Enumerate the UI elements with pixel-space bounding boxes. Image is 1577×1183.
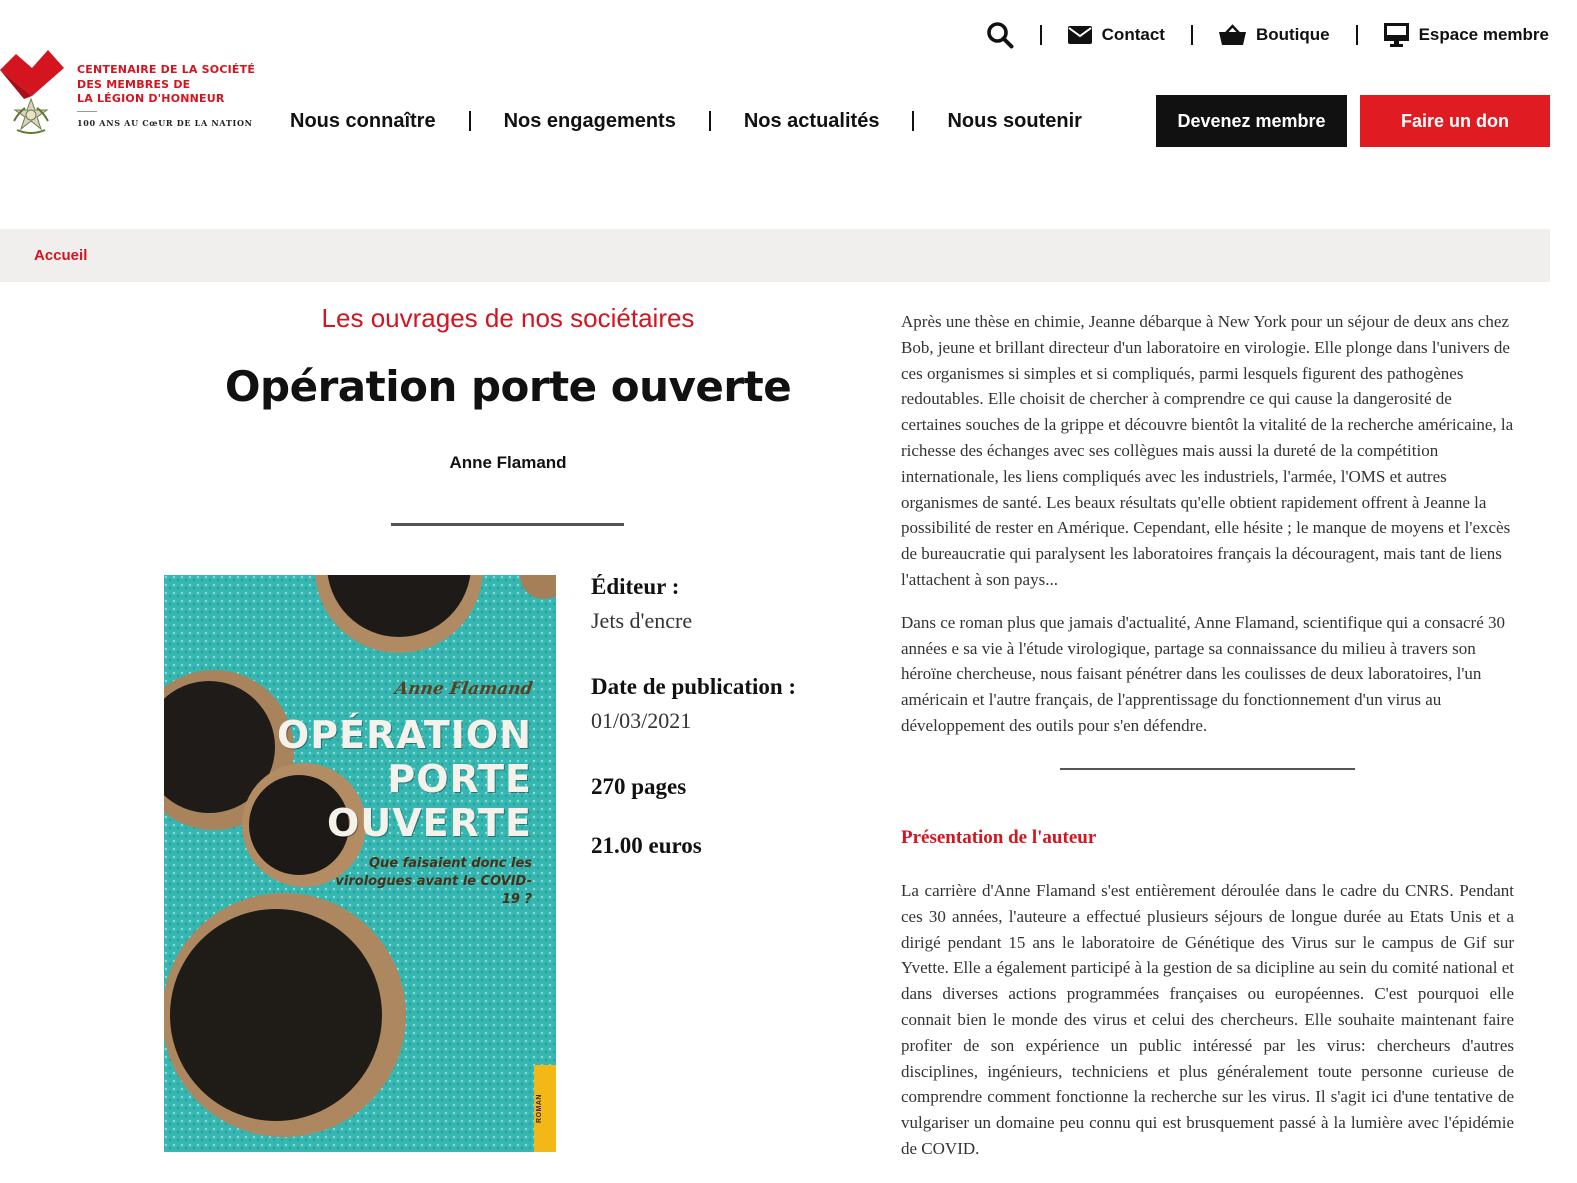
monitor-icon [1384, 23, 1409, 47]
nav-separator [912, 111, 914, 131]
book-price: 21.00 euros [591, 833, 702, 858]
main-nav [290, 106, 1082, 136]
cover-title-line: OPÉRATION [277, 713, 532, 757]
logo-divider [77, 111, 97, 112]
logo-wordmark [77, 63, 255, 107]
description-divider [1060, 768, 1355, 770]
site-logo[interactable] [0, 48, 260, 148]
section-kicker: Les ouvrages de nos sociétaires [321, 303, 695, 333]
description-paragraph: Après une thèse en chimie, Jeanne débarque à New York pour un séjour de deux ans chez Bob, jeune et brillant directeur d'un laboratoire en virologie. Elle plonge dans l'univers de ces organismes si simples et si compliqués, parmi lesquels figurent des pathogènes redoutables. Elle choisit de chercher à comprendre ce qui cause la dangerosité de certaines souches de la grippe et découvre bientôt la vitalité de la recherche américaine, la richesse des échanges avec ses collègues mais aussi la dureté de la compétition internationale, les liens compliqués avec les industriels, l'armée, l'OMS et autres organismes de santé. Les beaux résultats qu'elle obtient rapidement offrent à Jeanne la possibilité de rester en Amérique. Cependant, elle hésite ; le manque de moyens et l'excès de bureaucratie qui paralysent les laboratoires français la découragent, mais tant de liens l'attachent à son pays... [901, 312, 1514, 589]
contact-label: Contact [1101, 25, 1165, 44]
nav-item-nous-connaitre[interactable]: Nous connaître [290, 109, 436, 132]
author-section-heading: Présentation de l'auteur [901, 827, 1097, 848]
nav-item-nous-soutenir[interactable]: Nous soutenir [947, 109, 1082, 132]
logo-line: LA LÉGION D'HONNEUR [77, 92, 225, 105]
title-divider [391, 523, 624, 526]
page-count: 270 pages [591, 774, 687, 799]
logo-line: DES MEMBRES DE [77, 77, 191, 91]
editor-label: Éditeur : [591, 574, 680, 599]
contact-link[interactable] [1068, 25, 1165, 45]
search-button[interactable] [986, 21, 1014, 49]
author-bio: La carrière d'Anne Flamand s'est entièrement déroulée dans le cadre du CNRS. Pendant ces 30 années, l'auteure a effectué plusieurs séjours de longue durée au Etats Unis et a dirigé pendant 15 ans le laboratoire de Génétique des Virus sur le campus de Gif sur Yvette. Elle a également participé à la gestion de sa dicipline au sein du comité national et dans diverses actions programmées françaises ou européennes. C'est pourquoi elle connait bien le monde des virus et celui des chercheurs. Elle souhaite maintenant faire profiter de son expérience un public intéressé par les virus: chercheurs d'autres disciplines, ingénieurs, techniciens et plus généralement toute personne curieuse de comprendre comment fonctionne la recherche sur les virus. Il s'agit ici d'une tentative de vulgariser un domaine peu connu qui est brusquement passé à la lumière avec l'épidémie de COVID. [901, 881, 1514, 1158]
cover-title-line: PORTE [387, 757, 532, 801]
envelope-icon [1068, 26, 1092, 44]
utility-separator [1191, 25, 1193, 45]
editor-value: Jets d'encre [591, 608, 693, 633]
espace-membre-label: Espace membre [1418, 25, 1549, 44]
publication-date-value: 01/03/2021 [591, 708, 692, 733]
page-title: Opération porte ouverte [224, 362, 792, 411]
book-author: Anne Flamand [449, 453, 567, 472]
become-member-button[interactable]: Devenez membre [1156, 95, 1347, 147]
logo-tagline: 100 ANS AU CœUR DE LA NATION [77, 118, 253, 128]
book-description [901, 309, 1514, 756]
boutique-link[interactable] [1219, 24, 1330, 46]
publication-date-label: Date de publication : [591, 674, 797, 699]
book-cover-image [164, 575, 556, 1152]
nav-separator [469, 111, 471, 131]
espace-membre-link[interactable] [1384, 23, 1549, 47]
utility-separator [1040, 25, 1042, 45]
logo-line: CENTENAIRE DE LA SOCIÉTÉ [77, 63, 256, 76]
donate-button[interactable]: Faire un don [1360, 95, 1550, 147]
star-medal-icon [14, 99, 48, 133]
heart-logo-icon [0, 48, 64, 140]
cover-author: Anne Flamand [393, 679, 534, 699]
cover-subtitle: Que faisaient donc les virologues avant le COVID-19 ? [335, 856, 532, 907]
boutique-label: Boutique [1255, 25, 1330, 44]
cover-genre-label: ROMAN [536, 1094, 544, 1123]
breadcrumb-home-link[interactable]: Accueil [34, 247, 88, 264]
utility-nav [986, 18, 1549, 52]
nav-separator [709, 111, 711, 131]
nav-item-nos-actualites[interactable]: Nos actualités [743, 109, 880, 132]
utility-separator [1356, 25, 1358, 45]
basket-icon [1219, 24, 1246, 46]
search-icon [986, 21, 1014, 49]
cover-title-line: OUVERTE [327, 801, 532, 845]
cover-title [277, 713, 532, 845]
breadcrumb [0, 229, 1550, 282]
description-paragraph: Dans ce roman plus que jamais d'actualité, Anne Flamand, scientifique qui a consacré 30 années e sa vie à l'étude virologique, partage sa connaissance du milieu à travers son héroïne chercheuse, nous faisant pénétrer dans les coulisses de deux laboratoires, l'un américain et l'autre français, de l'apprentissage du fonctionnement d'un virus au développement des outils pour s'en défendre. [901, 612, 1506, 735]
nav-item-nos-engagements[interactable]: Nos engagements [503, 109, 676, 132]
